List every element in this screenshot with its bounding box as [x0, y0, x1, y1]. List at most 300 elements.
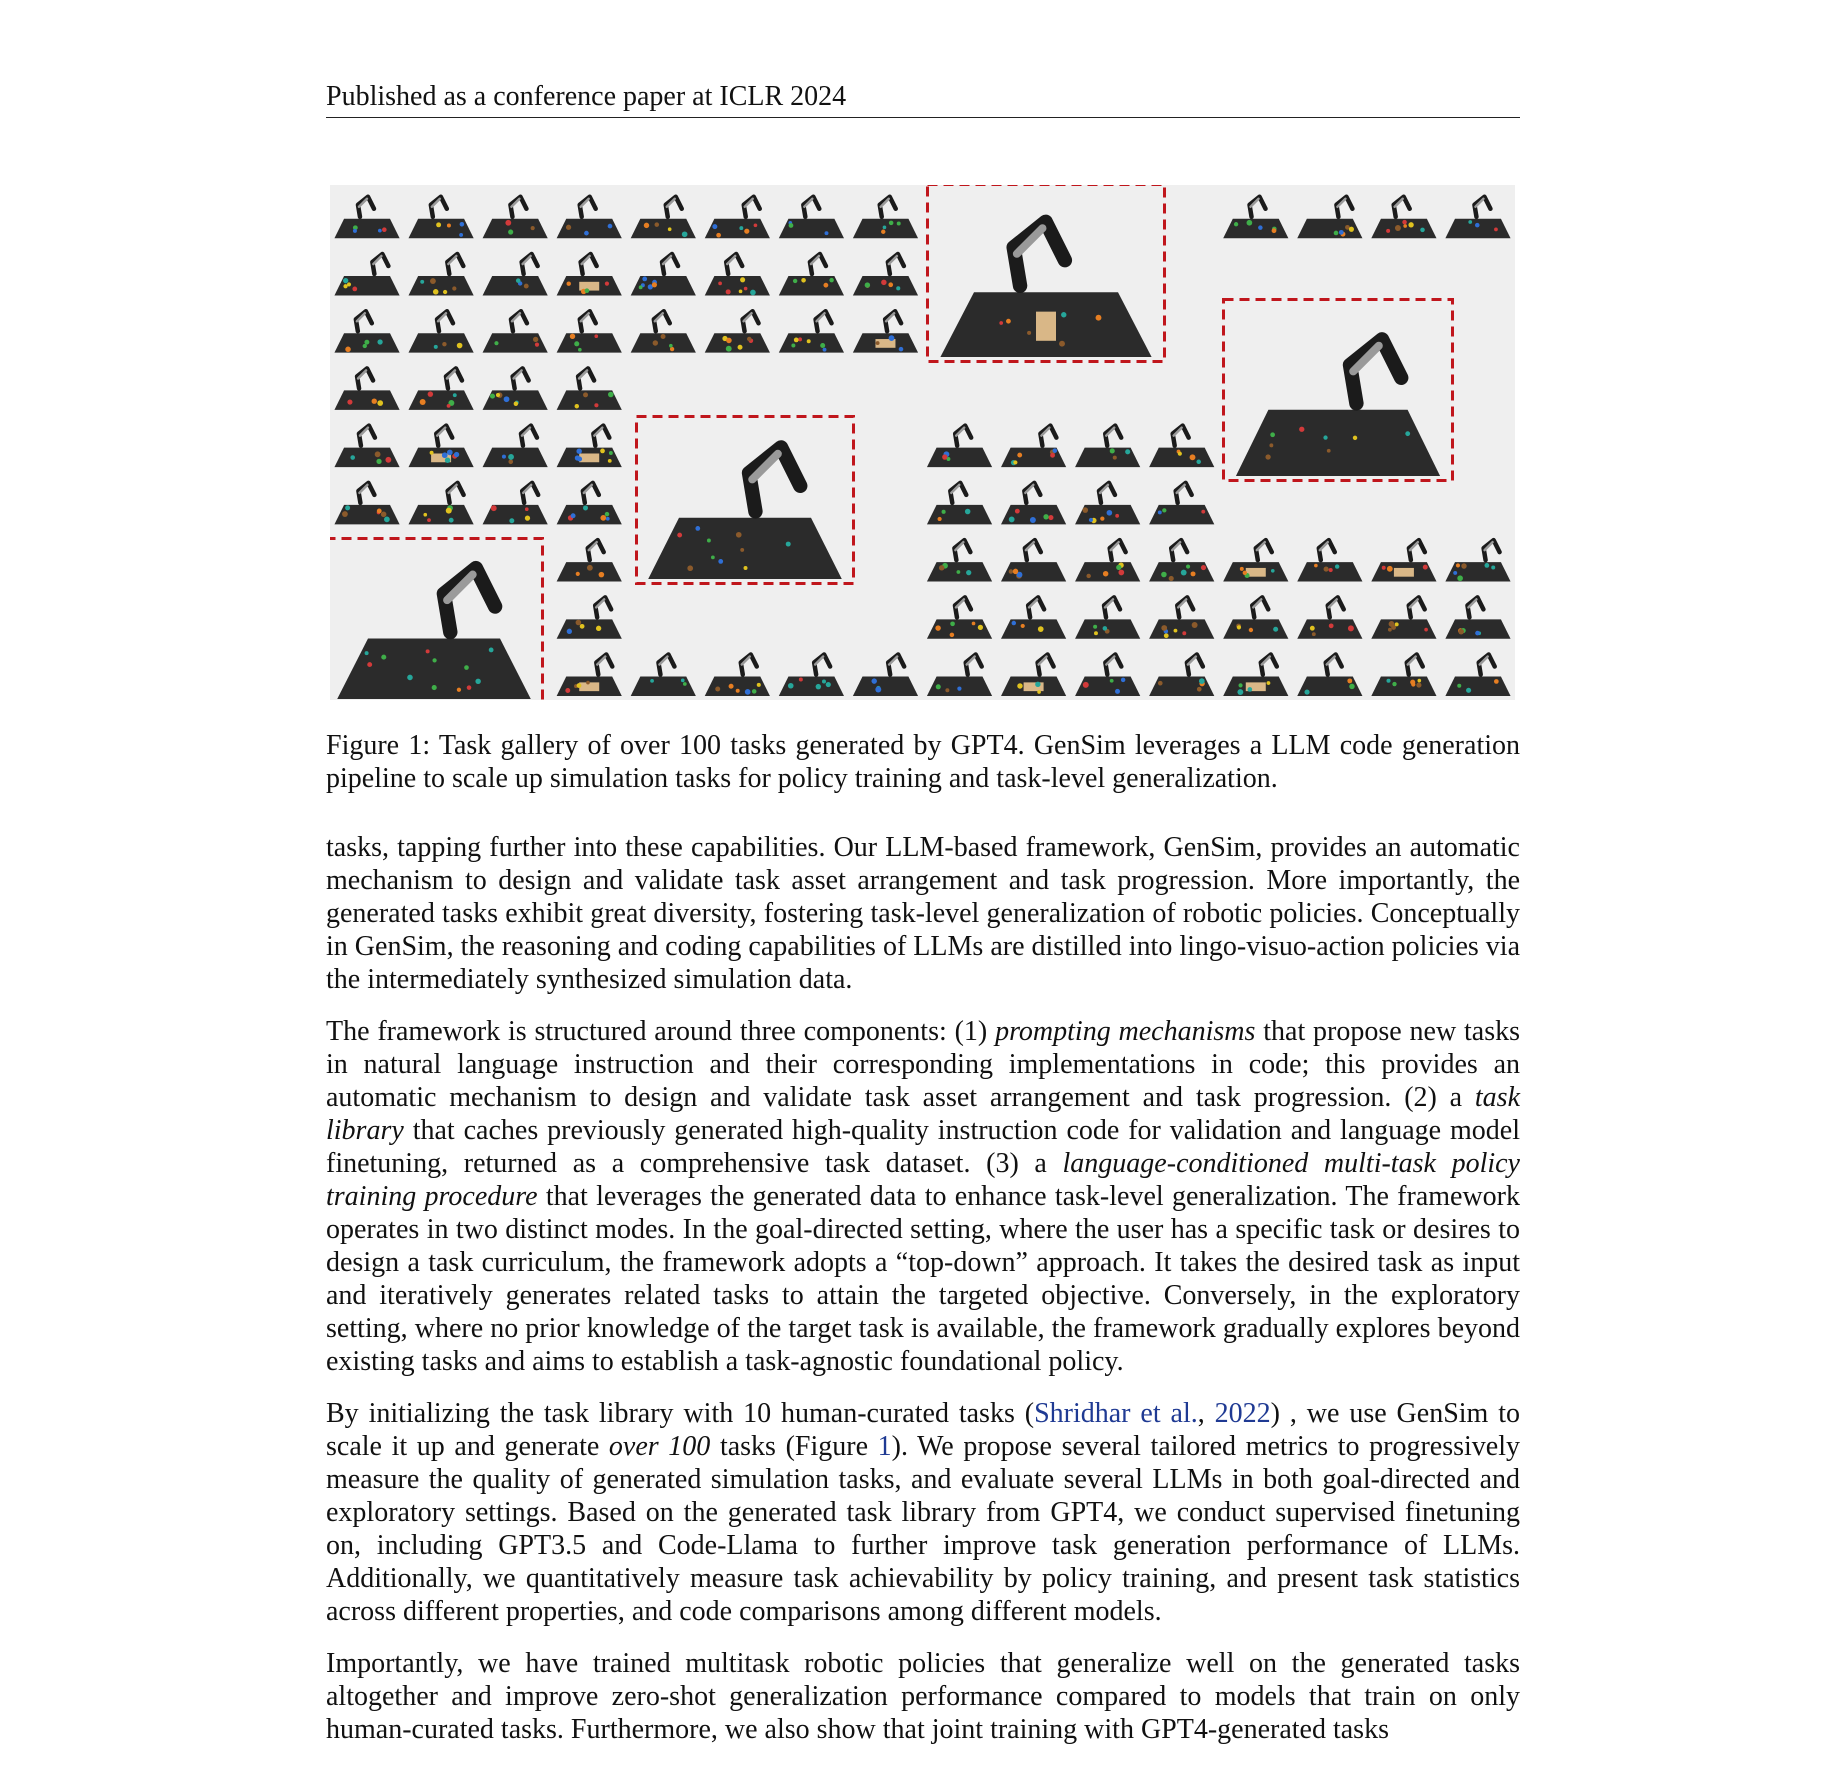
paragraph-3-text: tasks (Figure [710, 1431, 878, 1462]
object-mark [1017, 453, 1022, 458]
object-mark [950, 621, 955, 626]
object-mark [1457, 575, 1463, 581]
object-mark [407, 675, 413, 681]
object-mark [608, 392, 614, 398]
object-mark [661, 334, 666, 339]
object-mark [1009, 569, 1013, 573]
object-mark [447, 404, 451, 408]
object-mark [822, 679, 826, 683]
table-mark [557, 619, 622, 638]
object-mark [1423, 565, 1428, 570]
object-mark [1012, 621, 1016, 625]
object-mark [1395, 225, 1401, 231]
object-mark [1388, 628, 1392, 632]
object-mark [343, 278, 348, 283]
object-mark [729, 684, 734, 689]
object-mark [443, 290, 447, 294]
object-mark [1086, 574, 1090, 578]
object-mark [1013, 460, 1017, 464]
object-mark [972, 622, 976, 626]
object-mark [825, 231, 829, 235]
object-mark [1382, 566, 1386, 570]
object-mark [447, 224, 451, 228]
object-mark [744, 287, 748, 291]
object-mark [1103, 626, 1108, 631]
object-mark [1037, 690, 1041, 694]
pallet-mark [1036, 312, 1056, 341]
object-mark [789, 223, 794, 228]
table-mark [705, 276, 770, 295]
object-mark [1353, 436, 1357, 440]
term-prompting-mechanisms: prompting mechanisms [995, 1016, 1256, 1047]
citation-year-link[interactable]: 2022 [1214, 1398, 1271, 1429]
object-mark [1267, 681, 1271, 685]
object-mark [1107, 510, 1113, 516]
object-mark [600, 449, 605, 454]
figure-caption: Figure 1: Task gallery of over 100 tasks generated by GPT4. GenSim leverages a LLM code generation pipeline to scale up simulation tasks for policy training and task-level generalization. [326, 730, 1520, 794]
object-mark [1237, 689, 1243, 695]
object-mark [956, 570, 960, 574]
object-mark [1110, 679, 1114, 683]
object-mark [535, 343, 539, 347]
object-mark [726, 289, 731, 294]
object-mark [571, 513, 576, 518]
object-mark [608, 459, 612, 463]
object-mark [1201, 510, 1205, 514]
object-mark [596, 626, 601, 631]
object-mark [1158, 681, 1163, 686]
object-mark [1466, 688, 1471, 693]
table-mark [779, 276, 844, 295]
object-mark [575, 404, 579, 408]
object-mark [1417, 679, 1421, 683]
object-mark [1027, 331, 1031, 335]
table-mark [1371, 677, 1436, 696]
object-mark [681, 678, 685, 682]
object-mark [799, 677, 803, 681]
object-mark [446, 508, 452, 514]
object-mark [1334, 231, 1339, 236]
object-mark [524, 284, 529, 289]
object-mark [467, 685, 472, 690]
table-mark [927, 448, 992, 467]
table-mark [334, 390, 399, 409]
object-mark [508, 459, 513, 464]
object-mark [605, 512, 609, 516]
object-mark [820, 343, 825, 348]
object-mark [1408, 222, 1413, 227]
object-mark [1100, 516, 1104, 520]
object-mark [1329, 568, 1333, 572]
object-mark [939, 565, 944, 570]
object-mark [639, 285, 643, 289]
object-mark [525, 507, 529, 511]
table-mark [483, 448, 548, 467]
table-mark [779, 333, 844, 352]
object-mark [567, 629, 572, 634]
citation-separator: , [1197, 1398, 1215, 1429]
pallet-mark [1394, 568, 1414, 577]
object-mark [464, 665, 469, 670]
object-mark [445, 457, 450, 462]
object-mark [1402, 220, 1407, 225]
table-mark [483, 390, 548, 409]
object-mark [1083, 682, 1089, 688]
object-mark [739, 290, 743, 294]
object-mark [1494, 228, 1498, 232]
object-mark [583, 505, 588, 510]
object-mark [881, 280, 886, 285]
object-mark [533, 337, 538, 342]
object-mark [1386, 679, 1390, 683]
object-mark [716, 233, 721, 238]
object-mark [712, 224, 717, 229]
object-mark [342, 511, 348, 517]
header-rule [326, 117, 1520, 118]
object-mark [525, 515, 530, 520]
object-mark [823, 283, 828, 288]
object-mark [1178, 452, 1182, 456]
object-mark [452, 286, 456, 290]
object-mark [823, 348, 827, 352]
object-mark [942, 454, 947, 459]
object-mark [1484, 563, 1489, 568]
object-mark [587, 565, 593, 571]
object-mark [1248, 687, 1253, 692]
table-mark [1149, 505, 1214, 524]
object-mark [427, 518, 431, 522]
object-mark [489, 648, 494, 653]
object-mark [364, 340, 369, 345]
object-mark [377, 339, 382, 344]
object-mark [1475, 631, 1480, 636]
object-mark [794, 337, 799, 342]
object-mark [378, 229, 382, 233]
object-mark [865, 282, 870, 287]
object-mark [736, 689, 740, 693]
object-mark [738, 345, 743, 350]
object-mark [1186, 565, 1190, 569]
object-mark [430, 451, 434, 455]
object-mark [1038, 626, 1044, 632]
table-mark [853, 677, 918, 696]
object-mark [457, 343, 463, 349]
citation-author-link[interactable]: Shridhar et al. [1034, 1398, 1198, 1429]
object-mark [1116, 565, 1121, 570]
term-over-100: over 100 [608, 1431, 711, 1462]
object-mark [434, 345, 438, 349]
paragraph-3-text: ) , we use GenSim to scale it up and generate [326, 1398, 1521, 1462]
object-mark [677, 533, 682, 538]
object-mark [496, 393, 500, 397]
object-mark [1424, 628, 1428, 632]
object-mark [1048, 515, 1053, 520]
object-mark [740, 548, 744, 552]
object-mark [1121, 678, 1125, 682]
object-mark [576, 620, 582, 626]
object-mark [514, 402, 518, 406]
object-mark [447, 450, 453, 456]
object-mark [457, 688, 461, 692]
object-mark [1050, 453, 1055, 458]
table-mark [1445, 619, 1510, 638]
object-mark [739, 226, 743, 230]
object-mark [1009, 517, 1015, 523]
object-mark [1349, 227, 1354, 232]
object-mark [1059, 341, 1065, 347]
object-mark [942, 510, 946, 514]
object-mark [454, 452, 459, 457]
object-mark [1243, 571, 1247, 575]
table-mark [705, 333, 770, 352]
object-mark [594, 334, 598, 338]
object-mark [1323, 435, 1327, 439]
pallet-mark [1024, 682, 1044, 691]
paragraph-3-text: By initializing the task library with 10 human-curated tasks ( [326, 1398, 1035, 1429]
table-mark [557, 505, 622, 524]
object-mark [1494, 679, 1499, 684]
object-mark [377, 509, 382, 514]
object-mark [1118, 570, 1124, 576]
object-mark [978, 625, 983, 630]
object-mark [1110, 448, 1115, 453]
object-mark [459, 233, 463, 237]
table-mark [557, 333, 622, 352]
object-mark [1405, 431, 1410, 436]
object-mark [1453, 571, 1457, 575]
table-mark [1236, 410, 1440, 476]
highlighted-task-panel [926, 185, 1166, 363]
object-mark [566, 225, 571, 230]
object-mark [365, 651, 369, 655]
object-mark [1238, 683, 1242, 687]
table-mark [1223, 219, 1288, 238]
object-mark [965, 509, 971, 515]
object-mark [875, 687, 881, 693]
table-mark [334, 219, 399, 238]
running-header: Published as a conference paper at ICLR 2024 [326, 81, 847, 112]
object-mark [377, 400, 383, 406]
object-mark [1113, 456, 1117, 460]
object-mark [1093, 625, 1097, 629]
object-mark [345, 505, 350, 510]
object-mark [432, 658, 436, 662]
object-mark [1240, 567, 1244, 571]
object-mark [376, 459, 381, 464]
object-mark [430, 278, 436, 284]
object-mark [531, 226, 535, 230]
object-mark [1420, 228, 1425, 233]
object-mark [1096, 315, 1102, 321]
object-mark [608, 224, 613, 229]
object-mark [1329, 623, 1334, 628]
object-mark [1234, 222, 1238, 226]
task-gallery-image [330, 185, 1515, 700]
object-mark [1190, 454, 1196, 460]
object-mark [586, 681, 590, 685]
object-mark [950, 633, 955, 638]
table-mark [409, 219, 474, 238]
object-mark [1169, 576, 1174, 581]
object-mark [1314, 564, 1318, 568]
object-mark [1403, 224, 1407, 228]
object-mark [744, 229, 749, 234]
object-mark [1082, 507, 1088, 513]
object-mark [502, 455, 506, 459]
paragraph-2-text: The framework is structured around three components: (1) [326, 1016, 996, 1047]
object-mark [1468, 220, 1472, 224]
object-mark [382, 227, 387, 232]
figure-ref-link[interactable]: 1 [877, 1431, 892, 1462]
table-mark [409, 505, 474, 524]
object-mark [747, 337, 751, 341]
object-mark [1021, 624, 1025, 628]
object-mark [1461, 563, 1466, 568]
object-mark [1348, 625, 1354, 631]
object-mark [655, 222, 660, 227]
object-mark [1164, 633, 1169, 638]
object-mark [1335, 564, 1339, 568]
object-mark [460, 222, 465, 227]
object-mark [642, 277, 647, 282]
object-mark [516, 278, 521, 283]
object-mark [375, 451, 381, 457]
object-mark [570, 334, 575, 339]
object-mark [606, 517, 610, 521]
object-mark [740, 277, 745, 282]
object-mark [1258, 225, 1263, 230]
object-mark [367, 662, 372, 667]
object-mark [1196, 460, 1201, 465]
object-mark [1456, 563, 1460, 567]
object-mark [1271, 569, 1275, 573]
table-mark [1075, 562, 1140, 581]
object-mark [999, 321, 1003, 325]
object-mark [509, 518, 514, 523]
object-mark [889, 221, 894, 226]
object-mark [683, 682, 687, 686]
object-mark [580, 624, 585, 629]
object-mark [1304, 689, 1309, 694]
object-mark [896, 286, 900, 290]
object-mark [936, 684, 941, 689]
table-mark [1445, 677, 1510, 696]
object-mark [1272, 228, 1277, 233]
object-mark [504, 396, 510, 402]
object-mark [744, 566, 748, 570]
table-mark [1149, 677, 1214, 696]
object-mark [876, 341, 880, 345]
object-mark [938, 517, 942, 521]
object-mark [807, 339, 811, 343]
object-mark [1247, 220, 1253, 226]
object-mark [505, 220, 511, 226]
object-mark [1115, 689, 1120, 694]
table-mark [1445, 219, 1510, 238]
object-mark [491, 505, 497, 511]
object-mark [1389, 621, 1395, 627]
object-mark [670, 347, 674, 351]
object-mark [1312, 632, 1316, 636]
object-mark [1491, 565, 1495, 569]
object-mark [695, 526, 700, 531]
object-mark [897, 222, 901, 226]
object-mark [1387, 566, 1393, 572]
object-mark [801, 278, 806, 283]
table-mark [927, 505, 992, 524]
table-mark [483, 276, 548, 295]
object-mark [1349, 684, 1354, 689]
highlighted-task-panel [330, 537, 544, 700]
object-mark [711, 556, 715, 560]
object-mark [1035, 682, 1040, 687]
object-mark [715, 686, 720, 691]
object-mark [1324, 566, 1329, 571]
object-mark [871, 678, 876, 683]
object-mark [644, 223, 649, 228]
object-mark [1299, 427, 1304, 432]
object-mark [718, 559, 723, 564]
object-mark [1053, 448, 1058, 453]
object-mark [1158, 510, 1162, 514]
object-mark [1161, 625, 1167, 631]
object-mark [420, 280, 424, 284]
object-mark [1201, 565, 1206, 570]
object-mark [1174, 629, 1178, 633]
object-mark [1386, 229, 1390, 233]
object-mark [791, 343, 795, 347]
object-mark [1475, 223, 1480, 228]
object-mark [736, 532, 742, 538]
object-mark [420, 399, 426, 405]
table-mark [1075, 448, 1140, 467]
object-mark [1043, 514, 1048, 519]
object-mark [576, 448, 581, 453]
object-mark [788, 683, 794, 689]
object-mark [757, 683, 761, 687]
object-mark [384, 517, 390, 523]
object-mark [353, 229, 357, 233]
object-mark [508, 229, 513, 234]
object-mark [574, 341, 579, 346]
object-mark [1192, 622, 1198, 628]
object-mark [1161, 572, 1167, 578]
table-mark [409, 390, 474, 409]
object-mark [1182, 631, 1186, 635]
paragraph-2-text: that leverages the generated data to enhance task-level generalization. The framework operates in two distinct modes. In the goal-directed setting, where the user has a specific task or desires to design a task curriculum, the framework adopts a “top-down” approach. It takes the desired task as input and iteratively generates related tasks to attain the targeted objective. Conversely, in the exploratory setting, where no prior knowledge of the target task is available, the framework gradually explores beyond existing tasks and aims to establish a task-agnostic foundational policy. [326, 1181, 1521, 1377]
table-mark [631, 677, 696, 696]
pallet-mark [579, 453, 599, 462]
object-mark [957, 687, 961, 691]
term-task-library: task library [326, 1082, 1520, 1146]
highlighted-task-panel [635, 415, 855, 585]
object-mark [426, 649, 430, 653]
object-mark [585, 288, 590, 293]
paragraph-2-text: that caches previously generated high-quality instruction code for validation and language model finetuning, returned as a comprehensive task dataset. (3) a [326, 1115, 1520, 1179]
object-mark [1162, 508, 1166, 512]
object-mark [428, 391, 433, 396]
object-mark [381, 512, 387, 518]
object-mark [1089, 518, 1093, 522]
object-mark [888, 282, 893, 287]
object-mark [1273, 627, 1278, 632]
object-mark [798, 337, 802, 341]
object-mark [381, 655, 386, 660]
paragraph-3-text: ). We propose several tailored metrics to progressively measure the quality of generated simulation tasks, and evaluate several LLMs in both goal-directed and exploratory settings. Based on the generated task library from GPT4, we conduct supervised finetuning on, including GPT3.5 and Code-Llama to further improve task generation performance of LLMs. Additionally, we quantitatively measure task achievability by policy training, and present task statistics across different properties, and code comparisons among different models. [326, 1431, 1520, 1627]
object-mark [793, 279, 797, 283]
object-mark [1416, 683, 1421, 688]
object-mark [1458, 629, 1464, 635]
